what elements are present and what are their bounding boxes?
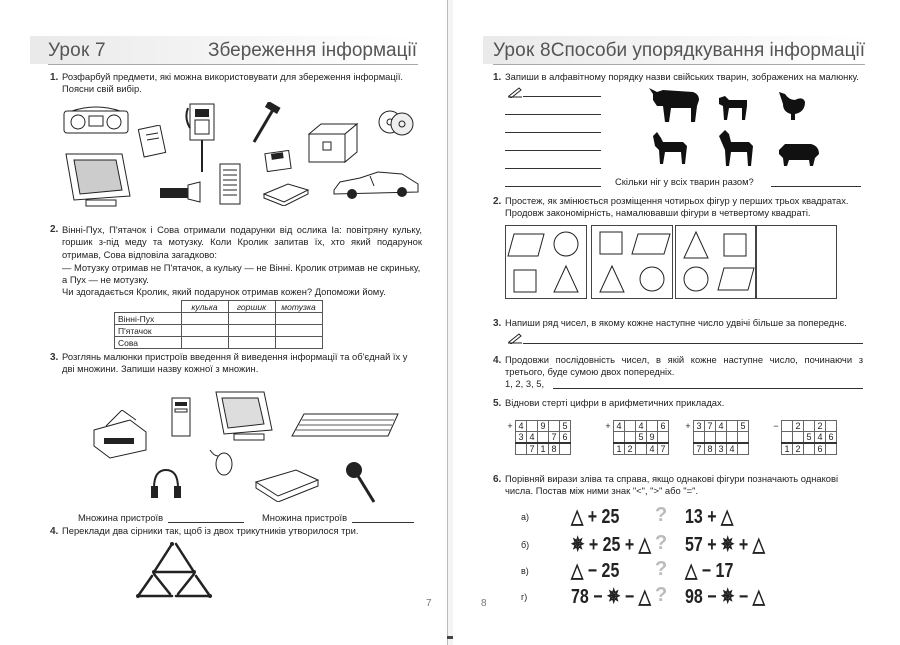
digit-cell: 4 <box>815 432 826 444</box>
task-number: 3. <box>50 352 59 363</box>
book-picture <box>262 180 310 206</box>
digit-cell: 5 <box>804 432 815 444</box>
operation-sign <box>603 432 614 444</box>
column-header: кулька <box>181 301 228 313</box>
digit-blank[interactable] <box>527 421 538 432</box>
digit-cell: 9 <box>647 432 658 444</box>
answer-line[interactable] <box>352 522 414 523</box>
column-header: мотузка <box>275 301 322 313</box>
task-number: 6. <box>493 474 502 485</box>
operation-sign <box>603 443 614 455</box>
sequence-start: 1, 2, 3, 5, <box>505 378 545 389</box>
mouse-picture <box>206 448 236 476</box>
digit-cell: 4 <box>636 421 647 432</box>
table-cell[interactable] <box>275 325 322 337</box>
digit-cell: 8 <box>549 443 560 455</box>
microphone-picture <box>342 460 378 504</box>
grid-row <box>771 432 837 444</box>
digit-blank[interactable] <box>793 432 804 444</box>
row-header: Вінні-Пух <box>115 313 182 325</box>
digit-cell: 7 <box>694 443 705 455</box>
digit-cell: 2 <box>793 421 804 432</box>
tape-recorder-picture <box>62 105 130 135</box>
operation-sign: − <box>773 421 779 431</box>
operation-sign: + <box>685 421 691 431</box>
task-line: Чи здогадається Кролик, який подарунок отримав кожен? Допоможи йому. <box>62 286 386 297</box>
row-header: Сова <box>115 337 182 349</box>
header-rule <box>48 64 418 65</box>
answer-line[interactable] <box>553 388 863 389</box>
digit-blank[interactable] <box>782 432 793 444</box>
pattern-square-1 <box>505 225 587 299</box>
comparison-sign-slot[interactable]: ? <box>655 532 668 554</box>
grid-row <box>505 432 571 444</box>
arithmetic-example <box>771 420 837 455</box>
answer-line[interactable] <box>505 168 601 169</box>
task-number: 1. <box>50 72 59 83</box>
task-number: 1. <box>493 72 502 83</box>
answer-line[interactable] <box>168 522 244 523</box>
operation-sign <box>505 443 516 455</box>
table-cell[interactable] <box>228 313 275 325</box>
digit-cell: 7 <box>527 443 538 455</box>
table-cell[interactable] <box>181 325 228 337</box>
comparison-sign-slot[interactable]: ? <box>655 584 668 606</box>
floppy-disk-picture <box>264 150 294 172</box>
task-number: 5. <box>493 398 502 409</box>
page-number: 8 <box>481 598 487 609</box>
digit-blank[interactable] <box>738 432 749 444</box>
operation-sign <box>505 432 516 444</box>
digit-cell: 6 <box>658 421 669 432</box>
table-corner <box>115 301 182 313</box>
row-header: П'ятачок <box>115 325 182 337</box>
task-line: а Пух — не мотузку. <box>62 274 149 285</box>
digit-cell: 7 <box>658 443 669 455</box>
grid-row <box>603 432 669 444</box>
arithmetic-example <box>683 420 749 455</box>
notebook-picture <box>138 125 168 159</box>
hammer-picture <box>246 102 282 146</box>
answer-line[interactable] <box>505 150 601 151</box>
table-row <box>115 325 323 337</box>
row-label: б) <box>521 540 530 550</box>
digit-cell: 4 <box>647 443 658 455</box>
pencil-icon <box>507 332 523 344</box>
digit-cell: 4 <box>516 421 527 432</box>
digit-blank[interactable] <box>560 443 571 455</box>
system-unit-picture <box>170 396 192 438</box>
digit-cell: 2 <box>625 443 636 455</box>
left-expression: △ + 25 <box>571 506 620 528</box>
digit-cell: 4 <box>716 421 727 432</box>
digit-cell: 4 <box>727 443 738 455</box>
table-cell[interactable] <box>181 313 228 325</box>
page-number: 7 <box>426 598 432 609</box>
animals-question: Скільки ніг у всіх тварин разом? <box>615 176 754 187</box>
comparison-sign-slot[interactable]: ? <box>655 558 668 580</box>
column-header: горшик <box>228 301 275 313</box>
digit-cell: 1 <box>538 443 549 455</box>
grid-row <box>505 443 571 455</box>
digit-blank[interactable] <box>826 421 837 432</box>
grid-row <box>771 443 837 455</box>
answer-line[interactable] <box>523 343 863 344</box>
digit-blank[interactable] <box>826 443 837 455</box>
set-label: Множина пристроїв <box>78 512 164 523</box>
lesson-title: Збереження інформації <box>208 40 417 61</box>
digit-cell: 1 <box>614 443 625 455</box>
grid-row <box>603 421 669 432</box>
right-expression: △ − 17 <box>685 560 734 582</box>
row-label: а) <box>521 512 530 522</box>
table-row <box>115 313 323 325</box>
calf-silhouette <box>715 92 751 122</box>
grid-row <box>683 432 749 444</box>
table-cell[interactable] <box>275 313 322 325</box>
answer-line[interactable] <box>505 132 601 133</box>
pig-silhouette <box>775 138 821 168</box>
task-text: Переклади два сірники так, щоб із двох трикутників утворилося три. <box>62 525 359 536</box>
operation-sign <box>771 432 782 444</box>
task-text: Розфарбуй предмети, які можна використовувати для збереження інформації. Поясни свій вибір. <box>62 71 404 95</box>
task-text: Напиши ряд чисел, в якому кожне наступне число удвічі більше за попереднє. <box>505 317 847 328</box>
digit-cell: 6 <box>815 443 826 455</box>
digit-blank[interactable] <box>804 443 815 455</box>
digit-blank[interactable] <box>782 421 793 432</box>
right-expression: 98 − ✵ − △ <box>685 586 765 608</box>
left-page <box>0 0 447 645</box>
right-page <box>453 0 900 645</box>
operation-sign <box>771 443 782 455</box>
operation-sign <box>683 443 694 455</box>
grid-row <box>505 421 571 432</box>
pattern-square-2 <box>591 225 673 299</box>
arithmetic-example <box>603 420 669 455</box>
answer-line[interactable] <box>505 186 601 187</box>
goat-silhouette <box>649 130 689 168</box>
table-header-row <box>115 301 323 313</box>
speaker-picture <box>218 162 242 206</box>
set-label: Множина пристроїв <box>262 512 348 523</box>
grid-row <box>771 421 837 432</box>
digit-cell: 3 <box>694 421 705 432</box>
task-text: Продовжи послідовність чисел, в якій кожне наступне число, починаючи з третього, буде сумою двох попередніх. <box>505 354 863 378</box>
digit-blank[interactable] <box>738 443 749 455</box>
printer-picture <box>90 410 150 460</box>
operation-sign <box>683 432 694 444</box>
digit-cell: 5 <box>636 432 647 444</box>
digit-blank[interactable] <box>549 421 560 432</box>
keyboard-picture <box>290 410 400 442</box>
digit-cell: 2 <box>793 443 804 455</box>
digit-cell: 8 <box>705 443 716 455</box>
flashlight-picture <box>158 180 202 204</box>
digit-cell: 2 <box>815 421 826 432</box>
digit-cell: 7 <box>705 421 716 432</box>
task-text: Розглянь малюнки пристроїв введення й виведення інформації та об'єднай їх у дві множини. Запиши назву кожної з множин. <box>62 351 408 375</box>
task-number: 4. <box>493 355 502 366</box>
left-expression: 78 − ✵ − △ <box>571 586 651 608</box>
digit-cell: 1 <box>782 443 793 455</box>
digit-blank[interactable] <box>538 432 549 444</box>
task-text: Порівняй вирази зліва та справа, якщо однакові фігури позначають однакові числа. Постав між ними знак "<", ">" або "=". <box>505 473 839 497</box>
digit-cell: 5 <box>738 421 749 432</box>
pattern-square-3 <box>675 225 757 299</box>
task-text: Вінні-Пух, П'ятачок і Сова отримали подарунки від ослика Іа: повітряну кульку, горшик з-під меду та мотузку. Коли Кролик запитав їх, хто який подарунок отримав, Сова відповіла загадково: <box>62 224 422 260</box>
lesson-title: Способи упорядкування інформації <box>550 40 865 61</box>
headphones-picture <box>148 466 184 502</box>
comparison-sign-slot[interactable]: ? <box>655 504 668 526</box>
task-text: Запиши в алфавітному порядку назви свійських тварин, зображених на малюнку. <box>505 71 859 82</box>
digit-cell: 9 <box>538 421 549 432</box>
payphone-picture <box>184 100 220 174</box>
operation-sign: + <box>605 421 611 431</box>
row-label: в) <box>521 566 529 576</box>
digit-blank[interactable] <box>516 443 527 455</box>
task-number: 4. <box>50 526 59 537</box>
digit-cell: 7 <box>549 432 560 444</box>
pencil-icon <box>507 86 523 98</box>
lesson-number: Урок 8 <box>493 40 551 61</box>
digit-blank[interactable] <box>705 432 716 444</box>
digit-cell: 5 <box>560 421 571 432</box>
digit-cell: 4 <box>527 432 538 444</box>
digit-cell: 3 <box>716 443 727 455</box>
digit-cell: 4 <box>614 421 625 432</box>
right-expression: 57 + ✵ + △ <box>685 534 765 556</box>
answer-line[interactable] <box>523 96 601 97</box>
table-cell[interactable] <box>228 325 275 337</box>
digit-blank[interactable] <box>636 443 647 455</box>
operation-sign: + <box>507 421 513 431</box>
table-cell[interactable] <box>181 337 228 349</box>
grid-row <box>603 443 669 455</box>
left-expression: ✵ + 25 + △ <box>571 534 651 556</box>
pattern-square-4-answer[interactable] <box>755 225 837 299</box>
matchsticks-picture <box>134 540 214 600</box>
grid-row <box>683 443 749 455</box>
digit-blank[interactable] <box>694 432 705 444</box>
scanner-picture <box>252 466 322 502</box>
digit-blank[interactable] <box>658 432 669 444</box>
task-number: 2. <box>493 196 502 207</box>
right-expression: 13 + △ <box>685 506 734 528</box>
chest-picture <box>305 118 361 166</box>
lesson-number: Урок 7 <box>48 40 106 61</box>
car-picture <box>330 168 422 200</box>
digit-blank[interactable] <box>804 421 815 432</box>
gift-table <box>114 300 323 349</box>
cow-silhouette <box>647 86 701 124</box>
task-line: — Мотузку отримав не П'ятачок, а кульку — не Вінні. Кролик отримав не скриньку, <box>62 262 421 273</box>
answer-line[interactable] <box>505 114 601 115</box>
table-cell[interactable] <box>228 337 275 349</box>
hen-silhouette <box>775 88 807 122</box>
digit-blank[interactable] <box>625 421 636 432</box>
digit-cell: 3 <box>516 432 527 444</box>
digit-blank[interactable] <box>614 432 625 444</box>
header-rule <box>493 64 865 65</box>
table-row <box>115 337 323 349</box>
task-text: Віднови стерті цифри в арифметичних прикладах. <box>505 397 725 408</box>
table-cell[interactable] <box>275 337 322 349</box>
task-number: 2. <box>50 224 59 235</box>
monitor-picture <box>212 388 282 444</box>
row-label: г) <box>521 592 528 602</box>
left-expression: △ − 25 <box>571 560 620 582</box>
digit-cell: 6 <box>560 432 571 444</box>
digit-blank[interactable] <box>727 421 738 432</box>
digit-blank[interactable] <box>625 432 636 444</box>
grid-row <box>683 421 749 432</box>
arithmetic-example <box>505 420 571 455</box>
task-text: Простеж, як змінюється розміщення чотирьох фігур у перших трьох квадратах. Продовж закономірність, намалювавши фігури в четвертому квадраті. <box>505 195 849 219</box>
digit-blank[interactable] <box>716 432 727 444</box>
monitor-picture <box>60 150 136 210</box>
digit-blank[interactable] <box>647 421 658 432</box>
digit-blank[interactable] <box>727 432 738 444</box>
digit-cell: 6 <box>826 432 837 444</box>
answer-line[interactable] <box>771 186 861 187</box>
horse-silhouette <box>715 128 755 168</box>
cd-discs-picture <box>376 108 416 138</box>
task-number: 3. <box>493 318 502 329</box>
